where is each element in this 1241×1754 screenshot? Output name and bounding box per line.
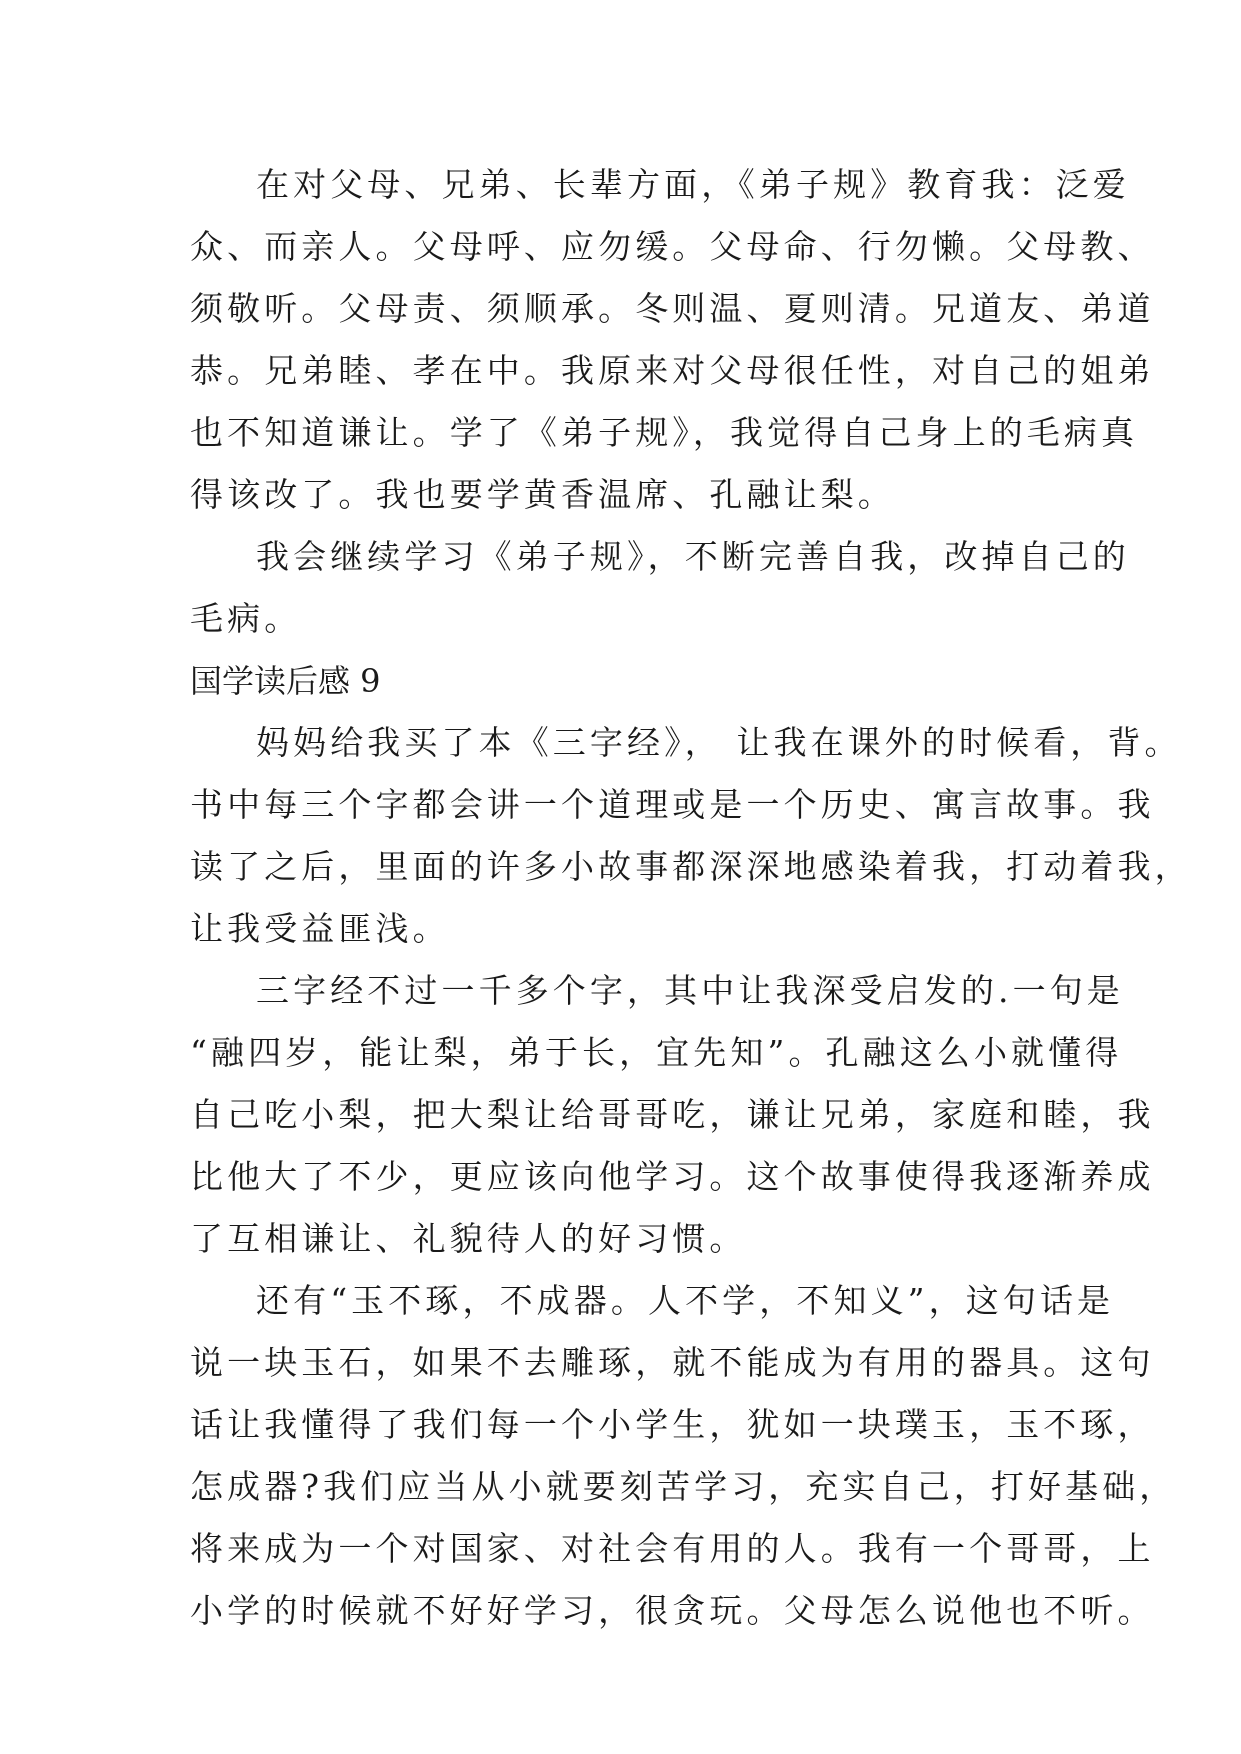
text-line: 得该改了。我也要学黄香温席、孔融让梨。	[190, 475, 895, 514]
text-line: 三字经不过一千多个字，其中让我深受启发的.一句是	[256, 971, 1124, 1010]
text-line: 自己吃小梨，把大梨让给哥哥吃，谦让兄弟，家庭和睦，我	[190, 1095, 1155, 1134]
text-line: 还有“玉不琢，不成器。人不学，不知义”，这句话是	[256, 1281, 1115, 1320]
text-line: 我会继续学习《弟子规》，不断完善自我，改掉自己的	[256, 537, 1130, 576]
document-body	[190, 154, 1192, 1642]
text-line: 小学的时候就不好好学习，很贪玩。父母怎么说他也不听。	[190, 1591, 1155, 1630]
section-heading: 国学读后感 9	[190, 662, 381, 700]
text-line: 毛病。	[190, 599, 302, 638]
text-line: 须敬听。父母责、须顺承。冬则温、夏则清。兄道友、弟道	[190, 289, 1155, 328]
text-line: 妈妈给我买了本《三字经》， 让我在课外的时候看，背。	[256, 723, 1182, 762]
text-line: 怎成器?我们应当从小就要刻苦学习，充实自己，打好基础，	[190, 1467, 1177, 1506]
text-line: 将来成为一个对国家、对社会有用的人。我有一个哥哥，上	[190, 1529, 1155, 1568]
text-line: 众、而亲人。父母呼、应勿缓。父母命、行勿懒。父母教、	[190, 227, 1155, 266]
text-line: 恭。兄弟睦、孝在中。我原来对父母很任性，对自己的姐弟	[190, 351, 1155, 390]
text-line: 比他大了不少，更应该向他学习。这个故事使得我逐渐养成	[190, 1157, 1155, 1196]
text-line: “融四岁，能让梨，弟于长，宜先知”。孔融这么小就懂得	[190, 1033, 1123, 1072]
text-line: 了互相谦让、礼貌待人的好习惯。	[190, 1219, 747, 1258]
text-line: 也不知道谦让。学了《弟子规》，我觉得自己身上的毛病真	[190, 413, 1139, 452]
text-line: 书中每三个字都会讲一个道理或是一个历史、寓言故事。我	[190, 785, 1155, 824]
text-line: 说一块玉石，如果不去雕琢，就不能成为有用的器具。这句	[190, 1343, 1155, 1382]
text-line: 话让我懂得了我们每一个小学生，犹如一块璞玉，玉不琢，	[190, 1405, 1155, 1444]
text-line: 让我受益匪浅。	[190, 909, 450, 948]
text-line: 在对父母、兄弟、长辈方面，《弟子规》教育我：泛爱	[256, 165, 1130, 204]
text-line: 读了之后，里面的许多小故事都深深地感染着我，打动着我，	[190, 847, 1192, 886]
